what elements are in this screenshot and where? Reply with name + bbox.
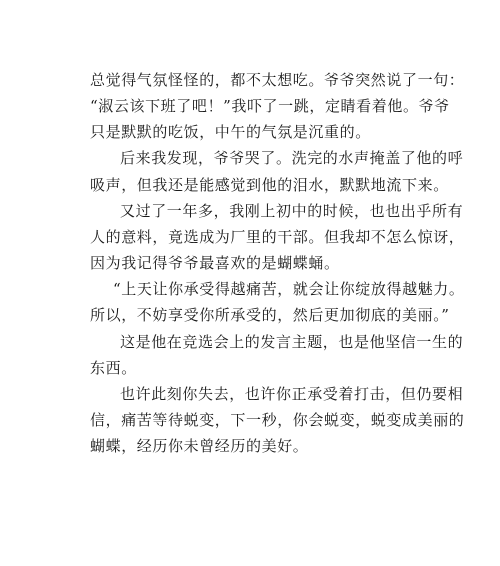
text-line-15: 蝴蝶，经历你未曾经历的美好。 xyxy=(90,437,309,455)
text-line-8: 因为我记得爷爷最喜欢的是蝴蝶蛹。 xyxy=(90,254,340,272)
text-line-7: 人的意料，竟选成为厂里的干部。但我却不怎么惊讶， xyxy=(90,228,465,246)
text-line-10: 所以，不妨享受你所承受的，然后更加彻底的美丽。” xyxy=(90,306,450,324)
text-line-2: “淑云该下班了吧！”我吓了一跳，定睛看着他。爷爷 xyxy=(90,97,450,115)
text-line-3: 只是默默的吃饭，中午的气氛是沉重的。 xyxy=(90,123,371,141)
text-line-1: 总觉得气氛怪怪的，都不太想吃。爷爷突然说了一句： xyxy=(90,71,465,89)
text-line-5: 吸声，但我还是能感觉到他的泪水，默默地流下来。 xyxy=(90,176,449,194)
text-line-11: 这是他在竞选会上的发言主题，也是他坚信一生的 xyxy=(120,333,464,351)
text-line-4: 后来我发现，爷爷哭了。洗完的水声掩盖了他的呼 xyxy=(120,149,464,167)
text-line-14: 信，痛苦等待蜕变，下一秒，你会蜕变，蜕变成美丽的 xyxy=(90,411,465,429)
text-line-6: 又过了一年多，我刚上初中的时候，也也出乎所有 xyxy=(120,202,464,220)
text-line-12: 东西。 xyxy=(90,359,137,377)
text-line-9: “上天让你承受得越痛苦，就会让你绽放得越魅力。 xyxy=(113,280,465,298)
text-line-13: 也许此刻你失去，也许你正承受着打击，但仍要相 xyxy=(120,385,464,403)
